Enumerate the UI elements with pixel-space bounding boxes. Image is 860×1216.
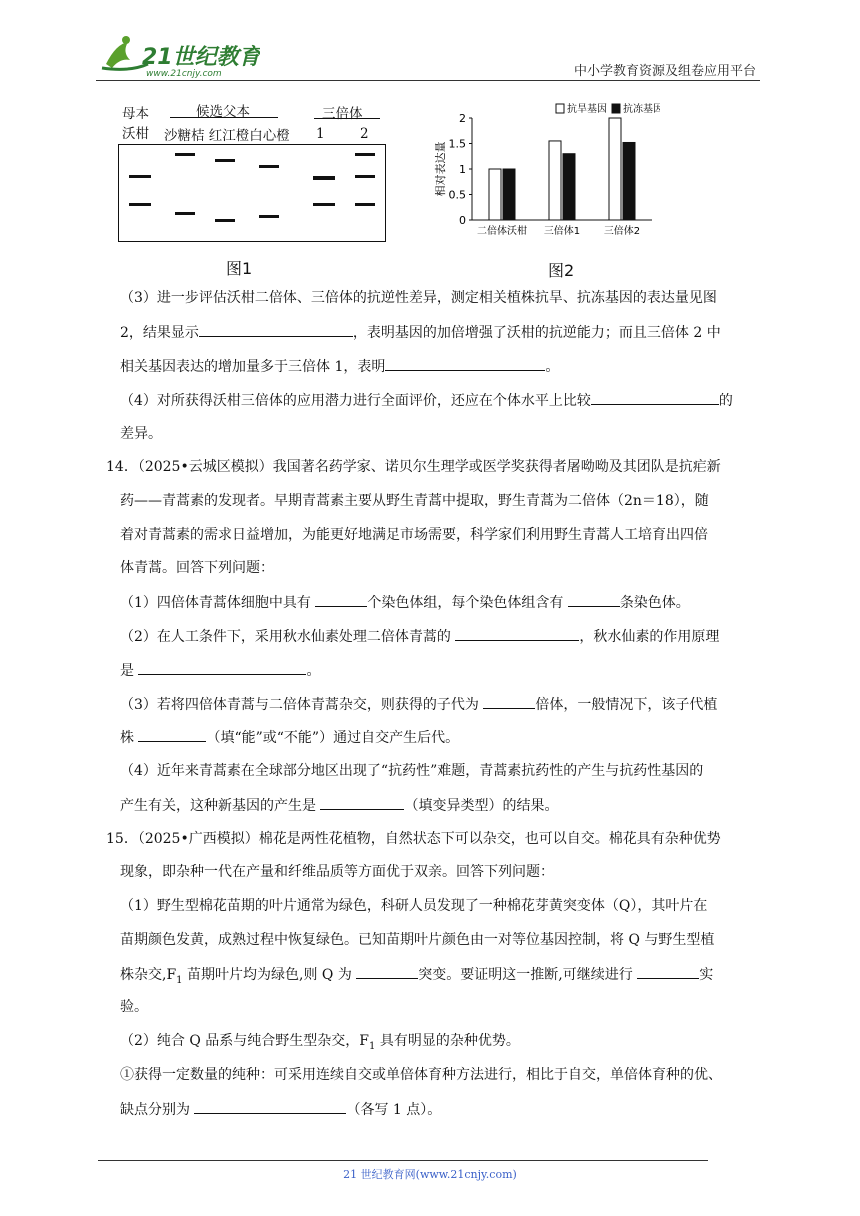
text-line: ①获得一定数量的纯种：可采用连续自交或单倍体育种方法进行，相比于自交，单倍体育种的优、 <box>120 1067 722 1083</box>
footer-text: 21 世纪教育网(www.21cnjy.com) <box>343 1168 517 1181</box>
bar <box>623 142 635 220</box>
answer-blank[interactable] <box>637 964 699 979</box>
text-line: 现象，即杂种一代在产量和纤维品质等方面优于双亲。回答下列问题： <box>120 864 554 880</box>
question-15-title: 15．（2025•广西模拟）棉花是两性花植物，自然状态下可以杂交，也可以自交。棉花具有杂种优势 <box>106 831 721 847</box>
text-line: 体青蒿。回答下列问题： <box>120 560 274 576</box>
label-triploid-2: 2 <box>360 126 369 142</box>
gel-band <box>313 176 335 180</box>
gel-band <box>313 203 335 206</box>
bar-chart <box>430 98 660 248</box>
triploid-bracket <box>314 118 380 119</box>
text-line: （2）纯合 Q 品系与纯合野生型杂交，$F_1$ 具有明显的杂种优势。 <box>120 1033 520 1052</box>
candidates-bracket <box>170 117 278 118</box>
y-tick-label: 2 <box>459 112 466 125</box>
bar <box>489 169 501 220</box>
y-tick-label: 1.5 <box>448 137 466 151</box>
gel-band <box>355 153 375 156</box>
bar <box>503 169 515 220</box>
label-triploid: 三倍体 <box>322 106 363 122</box>
y-tick-label: 0 <box>459 214 466 227</box>
gel-band <box>259 165 279 168</box>
svg-text:www.21cnjy.com: www.21cnjy.com <box>146 69 222 78</box>
answer-blank[interactable] <box>138 660 306 675</box>
gel-band <box>259 215 279 218</box>
text-line: 缺点分别为 （各写 1 点）。 <box>120 1099 756 1120</box>
text-line: （3）若将四倍体青蒿与二倍体青蒿杂交，则获得的子代为 倍体，一般情况下，该子代植 <box>120 694 756 715</box>
x-tick-label: 三倍体1 <box>543 226 581 237</box>
x-tick-label: 二倍体沃柑 <box>477 226 527 237</box>
answer-blank[interactable] <box>568 592 620 607</box>
answer-blank[interactable] <box>356 964 418 979</box>
figure-2-chart <box>430 98 660 283</box>
answer-blank[interactable] <box>455 626 579 641</box>
answer-blank[interactable] <box>483 694 535 709</box>
text-line: 差异。 <box>120 426 162 442</box>
legend-label: 抗冻基因 <box>623 104 660 115</box>
gel-band <box>129 175 151 178</box>
text-line: （1）四倍体青蒿体细胞中具有 个染色体组，每个染色体组含有 条染色体。 <box>120 592 756 613</box>
gel-band <box>215 219 235 222</box>
label-mother-1: 母本 <box>122 106 149 122</box>
legend-label: 抗旱基因 <box>567 104 607 115</box>
legend-swatch <box>556 104 564 113</box>
text-line: 验。 <box>120 999 148 1015</box>
figure-1-gel <box>118 96 418 286</box>
text-line: 着对青蒿素的需求日益增加，为能更好地满足市场需要，科学家们利用野生青蒿人工培育出四倍 <box>120 527 708 543</box>
text-line: （1）野生型棉花苗期的叶片通常为绿色，科研人员发现了一种棉花芽黄突变体（Q），其叶片在 <box>120 898 708 914</box>
gel-band <box>175 153 195 156</box>
text-line: （2）在人工条件下，采用秋水仙素处理二倍体青蒿的 ，秋水仙素的作用原理 <box>120 626 756 647</box>
answer-blank[interactable] <box>320 795 404 810</box>
bar <box>549 141 561 220</box>
gel-band <box>215 159 235 162</box>
label-mother-2: 沃柑 <box>122 126 149 142</box>
legend-swatch <box>612 104 620 113</box>
site-logo <box>100 34 260 78</box>
question-14-title: 14．（2025•云城区模拟）我国著名药学家、诺贝尔生理学或医学奖获得者屠呦呦及其团队是抗疟新 <box>106 459 721 475</box>
bar <box>563 154 575 220</box>
header-divider <box>96 80 760 81</box>
text-line: 药——青蒿素的发现者。早期青蒿素主要从野生青蒿中提取，野生青蒿为二倍体（2n＝18），随 <box>120 493 709 509</box>
y-axis-label: 相对表达量 <box>434 141 447 197</box>
label-candidate-names: 沙糖桔 红江橙白心橙 <box>164 128 290 144</box>
label-triploid-1: 1 <box>316 126 325 142</box>
figure-1-caption: 图1 <box>226 259 253 278</box>
y-tick-label: 0.5 <box>448 188 466 202</box>
text-line: 苗期颜色发黄，成熟过程中恢复绿色。已知苗期叶片颜色由一对等位基因控制，将 Q 与野生型植 <box>120 932 715 948</box>
svg-text:21世纪教育: 21世纪教育 <box>142 45 260 70</box>
text-line: 株杂交$,F_1$ 苗期叶片均为绿色,则 Q 为 突变。要证明这一推断,可继续进行 实 <box>120 964 756 991</box>
y-tick-label: 1 <box>459 163 466 176</box>
text-line: （4）对所获得沃柑三倍体的应用潜力进行全面评价，还应在个体水平上比较 的 <box>120 390 756 411</box>
label-candidates: 候选父本 <box>196 104 250 120</box>
text-line: 株 （填“能”或“不能”）通过自交产生后代。 <box>120 727 756 748</box>
answer-blank[interactable] <box>315 592 367 607</box>
footer-divider <box>98 1160 708 1161</box>
figure-2-caption: 图2 <box>548 261 575 280</box>
text-line: 产生有关，这种新基因的产生是 （填变异类型）的结果。 <box>120 795 756 816</box>
bar <box>609 118 621 220</box>
text-line: （4）近年来青蒿素在全球部分地区出现了“抗药性”难题，青蒿素抗药性的产生与抗药性基因的 <box>120 763 704 779</box>
gel-band <box>355 203 375 206</box>
answer-blank[interactable] <box>591 390 719 405</box>
answer-blank[interactable] <box>194 1099 346 1114</box>
x-tick-label: 三倍体2 <box>603 226 641 237</box>
answer-blank[interactable] <box>199 322 353 337</box>
text-line: 2，结果显示 ，表明基因的加倍增强了沃柑的抗逆能力；而且三倍体 2 中 <box>120 322 756 343</box>
text-line: 是 。 <box>120 660 756 681</box>
gel-band <box>129 203 151 206</box>
answer-blank[interactable] <box>138 727 206 742</box>
text-line: 相关基因表达的增加量多于三倍体 1，表明 。 <box>120 356 756 377</box>
text-line: （3）进一步评估沃柑二倍体、三倍体的抗逆性差异，测定相关植株抗旱、抗冻基因的表达量见图 <box>120 290 717 306</box>
gel-band <box>175 212 195 215</box>
gel-box <box>118 144 386 242</box>
gel-band <box>355 175 375 178</box>
answer-blank[interactable] <box>385 356 545 371</box>
platform-name: 中小学教育资源及组卷应用平台 <box>573 64 756 79</box>
